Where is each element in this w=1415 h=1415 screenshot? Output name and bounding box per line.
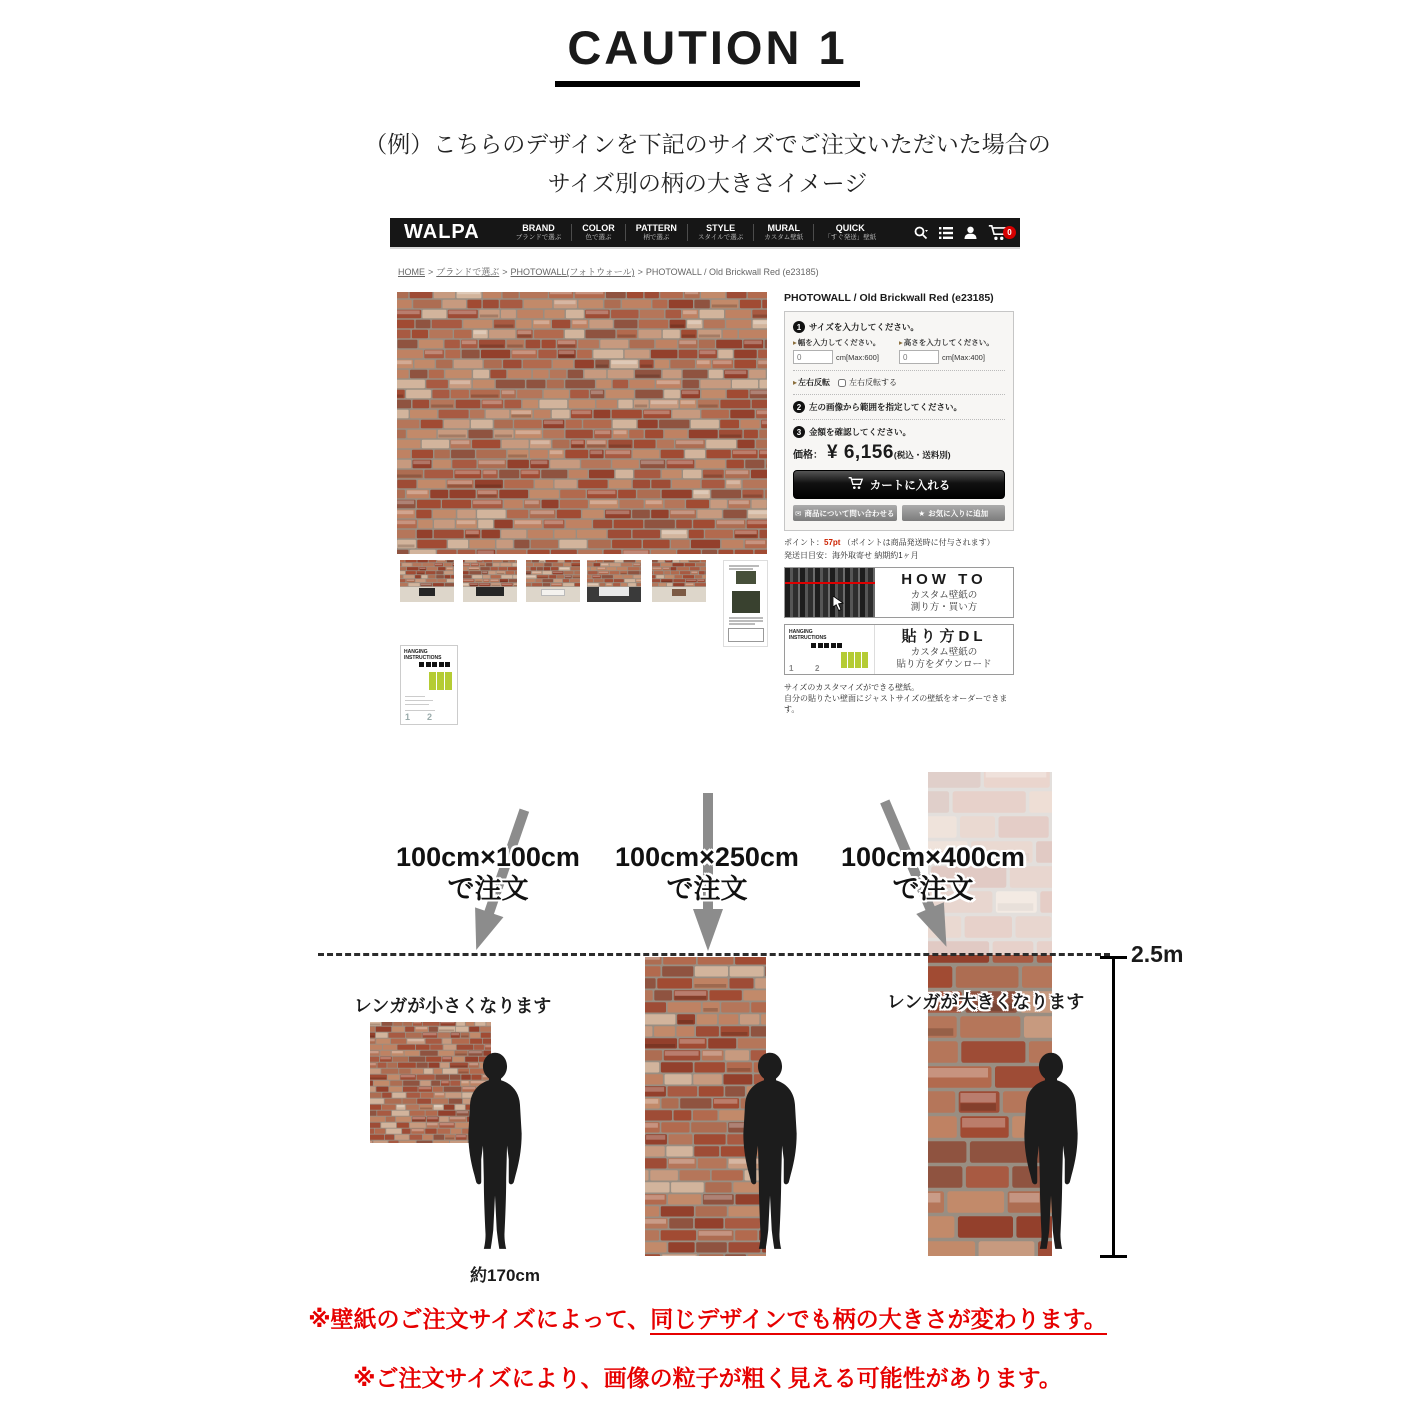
nav-item-pattern[interactable]: PATTERN 柄で選ぶ — [625, 224, 687, 242]
triangle-bullet-icon: ▸ — [899, 338, 903, 347]
wall-height-label: 2.5m — [1131, 941, 1184, 967]
price-label: 価格： — [793, 450, 823, 461]
underlined-warning: 同じデザインでも柄の大きさが変わります。 — [650, 1306, 1107, 1335]
nav-item-quick[interactable]: QUICK 「すぐ発送」壁紙 — [813, 224, 886, 242]
measure-cap-bottom — [1100, 1255, 1127, 1258]
breadcrumb-photowall[interactable]: PHOTOWALL(フォトウォール) — [510, 267, 635, 277]
cart-icon — [848, 476, 864, 493]
room-thumbnail-4[interactable] — [587, 560, 641, 602]
person-silhouette — [1008, 1049, 1094, 1256]
ceiling-dashed-line — [318, 953, 1110, 956]
hanging-dl-banner[interactable] — [784, 624, 1014, 675]
hanging-instructions-thumbnail[interactable]: HANGING INSTRUCTIONS 1 2 — [400, 645, 458, 725]
howto-sub2: 測り方・買い方 — [910, 601, 978, 613]
subtitle-line2: サイズ別の柄の大きさイメージ — [547, 170, 868, 197]
room-thumbnail-5[interactable] — [652, 560, 706, 602]
caution-note-1: ※壁紙のご注文サイズによって、同じデザインでも柄の大きさが変わります。 — [0, 1301, 1415, 1334]
dl-title: 貼り方DL — [901, 628, 987, 646]
points-value: 57pt — [824, 538, 841, 547]
favorite-button[interactable]: ★ お気に入りに追加 — [902, 505, 1006, 521]
note-bricks-smaller: レンガが小さくなります — [353, 996, 552, 1016]
room-thumbnail-2[interactable] — [463, 560, 517, 602]
walpa-logo[interactable]: WALPA — [404, 221, 480, 243]
triangle-bullet-icon: ▸ — [793, 378, 798, 387]
breadcrumb-brand[interactable]: ブランドで選ぶ — [436, 267, 500, 277]
flip-option-label: 左右反転する — [849, 378, 898, 387]
add-to-cart-button[interactable]: カートに入れる — [793, 470, 1005, 499]
dl-sub1: カスタム壁紙の — [910, 647, 978, 658]
breadcrumb — [398, 265, 819, 278]
breadcrumb-separator: > — [428, 267, 434, 277]
flip-label: 左右反転 — [798, 378, 831, 387]
person-height-label: 約170cm — [470, 1266, 540, 1285]
breadcrumb-home[interactable]: HOME — [398, 267, 425, 277]
nav-item-mural[interactable]: MURAL カスタム壁紙 — [753, 224, 813, 242]
points-label: ポイント： — [784, 538, 824, 547]
star-icon: ★ — [918, 508, 926, 518]
step1-number: 1 — [793, 321, 805, 333]
order-size-label-400: 100cm×400cm で注文 — [841, 842, 1025, 904]
nav-item-color[interactable]: COLOR 色で選ぶ — [571, 224, 625, 242]
breadcrumb-separator: > — [637, 267, 643, 277]
price-note: (税込・送料別) — [893, 450, 951, 460]
cart-badge: 0 — [1003, 226, 1016, 239]
step2-number: 2 — [793, 401, 805, 413]
page-subtitle — [0, 125, 1415, 203]
hanging-dl-image: HANGING INSTRUCTIONS 1 2 — [785, 625, 875, 674]
width-unit: cm[Max:600] — [836, 352, 879, 362]
order-form — [784, 311, 1014, 531]
shipping-line: 発送日目安：海外取寄せ 納期約1ヶ月 — [784, 551, 919, 560]
step2-label: 左の画像から範囲を指定してください。 — [809, 402, 963, 412]
page-title: CAUTION 1 — [0, 20, 1415, 87]
howto-sub1: カスタム壁紙の — [910, 590, 978, 601]
width-label: ▸幅を入力してください。 — [793, 338, 881, 347]
nav-icons — [914, 224, 1012, 241]
measuring-guide-thumbnail[interactable] — [723, 560, 768, 647]
howto-banner[interactable] — [784, 567, 1014, 618]
points-note: （ポイントは商品発送時に付与されます） — [842, 538, 995, 547]
room-thumbnail-1[interactable] — [400, 560, 454, 602]
dl-sub2: 貼り方をダウンロード — [896, 658, 992, 670]
note-bricks-larger: レンガが大きくなります — [886, 992, 1085, 1012]
walpa-site-screenshot — [390, 218, 1020, 764]
triangle-bullet-icon: ▸ — [793, 338, 797, 347]
price-value: ¥ 6,156 — [827, 442, 894, 463]
points-line — [784, 537, 1014, 548]
height-input[interactable] — [899, 350, 939, 364]
list-icon[interactable] — [939, 227, 953, 239]
person-silhouette — [452, 1049, 538, 1256]
mouse-cursor-icon — [833, 596, 844, 616]
height-unit: cm[Max:400] — [942, 352, 985, 362]
step1-label: サイズを入力してください。 — [809, 322, 919, 332]
step3-number: 3 — [793, 426, 805, 438]
inquiry-button[interactable]: ✉ 商品について問い合わせる — [793, 505, 897, 521]
room-thumbnail-3[interactable] — [526, 560, 580, 602]
person-silhouette — [727, 1049, 813, 1256]
step3-label: 金額を確認してください。 — [809, 427, 912, 437]
width-input[interactable] — [793, 350, 833, 364]
height-label: ▸高さを入力してください。 — [899, 338, 994, 347]
product-image-brickwall[interactable] — [397, 292, 767, 554]
nav-item-style[interactable]: STYLE スタイルで選ぶ — [687, 224, 753, 242]
account-icon[interactable] — [964, 226, 977, 239]
height-measure-line — [1112, 957, 1115, 1256]
nav-item-brand[interactable]: BRAND ブランドで選ぶ — [515, 222, 562, 241]
howto-title: HOW TO — [901, 571, 987, 589]
subtitle-line1: （例）こちらのデザインを下記のサイズでご注文いただいた場合の — [364, 131, 1051, 157]
search-icon[interactable] — [914, 226, 928, 240]
caution-note-2: ※ご注文サイズにより、画像の粒子が粗く見える可能性があります。 — [353, 1365, 1062, 1391]
breadcrumb-current: PHOTOWALL / Old Brickwall Red (e23185) — [645, 267, 819, 277]
nav-menu — [506, 218, 887, 247]
product-title: PHOTOWALL / Old Brickwall Red (e23185) — [784, 292, 994, 304]
site-navbar — [390, 218, 1020, 249]
mail-icon: ✉ — [795, 508, 802, 518]
cart-icon[interactable] — [988, 224, 1012, 241]
breadcrumb-separator: > — [502, 267, 508, 277]
product-description: サイズのカスタマイズができる壁紙。 自分の貼りたい壁面にジャストサイズの壁紙をオーダーできます。 — [784, 683, 1008, 715]
product-panel — [784, 292, 1014, 716]
howto-banner-image — [785, 568, 875, 617]
flip-checkbox[interactable] — [838, 379, 846, 387]
order-size-label-250: 100cm×250cm で注文 — [615, 842, 799, 904]
order-size-label-100: 100cm×100cm で注文 — [396, 842, 580, 904]
measure-cap-top — [1100, 956, 1127, 959]
